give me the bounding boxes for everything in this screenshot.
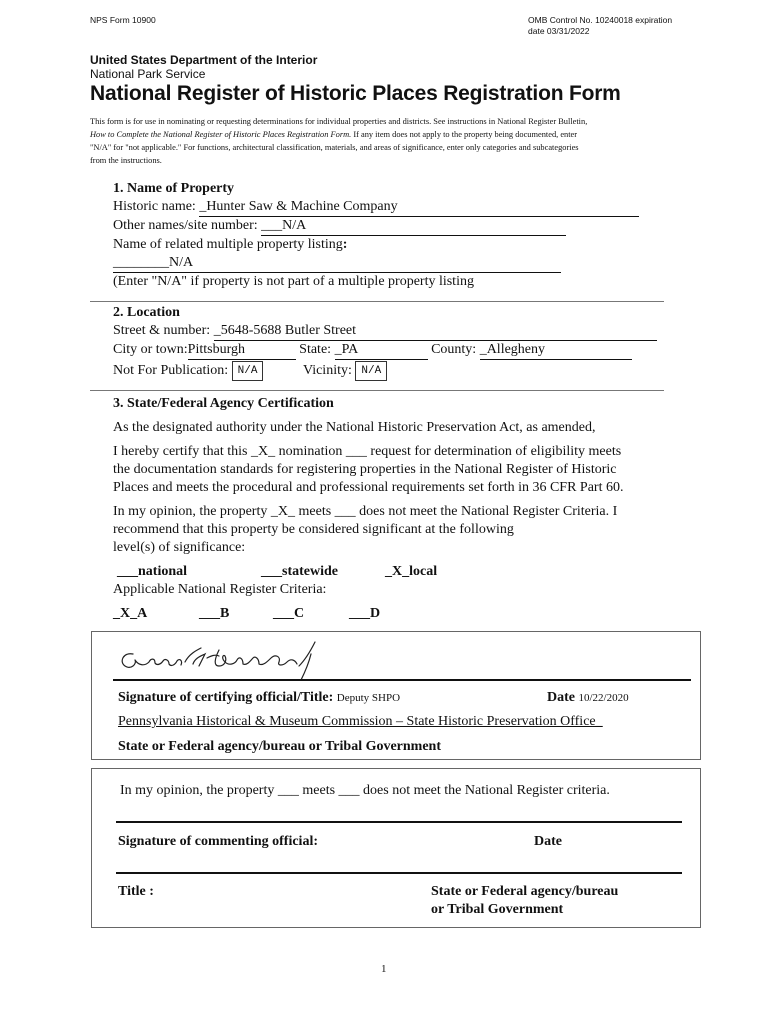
comment-signature-line[interactable]: [116, 821, 682, 823]
related-listing-row: [113, 236, 639, 254]
intro-line-3: "N/A" for "not applicable." For functions, architectural classification, materials, and areas of significance, enter only categories and subcategories: [90, 143, 579, 152]
criteria-a-option[interactable]: _X_A: [113, 606, 148, 621]
section-1-heading: 1. Name of Property: [113, 181, 235, 196]
not-for-publication-field[interactable]: N/A: [232, 361, 264, 381]
vicinity-field[interactable]: N/A: [355, 361, 387, 381]
comment-opinion-b: meets: [302, 783, 336, 798]
certification-line-1: [113, 443, 624, 461]
service-name: National Park Service: [90, 67, 206, 81]
section-2-heading: 2. Location: [113, 305, 180, 320]
section-2-location: [113, 304, 657, 381]
vicinity-label: Vicinity:: [302, 363, 352, 379]
omb-line-2: date 03/31/2022: [528, 26, 590, 36]
level-local-option[interactable]: _X_local: [385, 564, 438, 579]
intro-paragraph: [90, 115, 690, 167]
comment-meets-checkbox[interactable]: ___: [277, 783, 299, 798]
sig-official-title[interactable]: Deputy SHPO: [336, 692, 401, 704]
comment-agency-line-1: State or Federal agency/bureau: [431, 884, 619, 899]
related-listing-note: (Enter "N/A" if property is not part of a multiple property listing: [113, 274, 474, 289]
meets-checkbox[interactable]: _X_: [270, 504, 295, 519]
page-title: National Register of Historic Places Registration Form: [90, 82, 621, 105]
county-label: County:: [431, 342, 477, 357]
county-field[interactable]: _Allegheny: [480, 341, 632, 360]
omb-control: [528, 15, 672, 37]
comment-title-label: Title :: [118, 884, 154, 899]
intro-line-2-rest: If any item does not apply to the property being documented, enter: [351, 130, 578, 139]
other-names-label: Other names/site number:: [113, 218, 258, 233]
certification-line-2: the documentation standards for registering properties in the National Register of Historic: [113, 462, 617, 477]
certify-text-c: request for determination of eligibility meets: [370, 444, 622, 459]
related-listing-colon: :: [342, 237, 348, 252]
level-national-option[interactable]: ___national: [117, 564, 188, 579]
city-field[interactable]: Pittsburgh: [188, 341, 296, 360]
comment-agency-label: [431, 883, 618, 919]
street-label: Street & number:: [113, 323, 211, 338]
historic-name-label: Historic name:: [113, 199, 196, 214]
comment-sig-label: Signature of commenting official:: [118, 834, 318, 849]
cert-date-value[interactable]: 10/22/2020: [578, 692, 629, 704]
certify-text-b: nomination: [278, 444, 343, 459]
criteria-c-option[interactable]: ___C: [273, 606, 305, 621]
intro-line-1: This form is for use in nominating or requesting determinations for individual properties and districts. See instructions in National Register Bulletin,: [90, 117, 588, 126]
comment-not-meet-checkbox[interactable]: ___: [338, 783, 360, 798]
opinion-line-1: [113, 503, 617, 521]
related-listing-value-row: [113, 254, 639, 273]
opinion-line-3: level(s) of significance:: [113, 540, 246, 555]
section-3-heading: 3. State/Federal Agency Certification: [113, 396, 334, 411]
city-state-county-row: [113, 341, 657, 360]
not-for-publication-label: Not For Publication:: [113, 363, 229, 379]
signature-caption: [118, 689, 400, 707]
city-label: City or town:: [113, 342, 188, 357]
comment-opinion-a: In my opinion, the property: [120, 783, 275, 798]
street-row: [113, 322, 657, 341]
state-label: State:: [299, 342, 332, 357]
opinion-text-a: In my opinion, the property: [113, 504, 268, 519]
opinion-paragraph: [113, 503, 617, 557]
cert-agency-label: State or Federal agency/bureau or Tribal Government: [118, 739, 442, 754]
intro-line-4: from the instructions.: [90, 156, 162, 165]
form-number: NPS Form 10900: [90, 15, 156, 25]
street-field[interactable]: _5648-5688 Butler Street: [214, 322, 657, 341]
opinion-text-b: meets: [298, 504, 332, 519]
intro-bulletin-title: How to Complete the National Register of Historic Places Registration Form.: [90, 130, 352, 139]
related-listing-field[interactable]: ________N/A: [113, 254, 561, 273]
certification-line-3: Places and meets the procedural and professional requirements set forth in 36 CFR Part 60.: [113, 480, 624, 495]
cert-date-label: Date: [547, 690, 575, 705]
other-names-row: [113, 217, 639, 236]
comment-opinion-c: does not meet the National Register criteria.: [363, 783, 610, 798]
certifying-office[interactable]: Pennsylvania Historical & Museum Commission – State Historic Preservation Office_: [118, 714, 603, 729]
cert-date: [547, 689, 629, 707]
certification-paragraph: [113, 443, 624, 497]
state-field[interactable]: _PA: [335, 341, 428, 360]
related-listing-label: Name of related multiple property listing: [113, 237, 343, 252]
signature-image: [115, 636, 325, 682]
omb-line-1: OMB Control No. 10240018 expiration: [528, 15, 673, 25]
criteria-label: Applicable National Register Criteria:: [113, 582, 327, 597]
certify-text-a: I hereby certify that this: [113, 444, 248, 459]
opinion-text-c: does not meet the National Register Criteria. I: [359, 504, 618, 519]
publication-row: [113, 361, 657, 381]
sig-official-label: Signature of certifying official/Title:: [118, 690, 334, 705]
department-name: United States Department of the Interior: [90, 53, 318, 67]
does-not-meet-checkbox[interactable]: ___: [334, 504, 356, 519]
section-divider: [90, 390, 664, 391]
criteria-b-option[interactable]: ___B: [199, 606, 230, 621]
comment-agency-line-2: or Tribal Government: [431, 902, 564, 917]
nomination-checkbox[interactable]: _X_: [251, 444, 276, 459]
historic-name-row: [113, 198, 639, 217]
criteria-d-option[interactable]: ___D: [349, 606, 381, 621]
comment-opinion-line: [120, 782, 610, 800]
signature-line: [113, 679, 691, 681]
historic-name-field[interactable]: _Hunter Saw & Machine Company: [199, 198, 639, 217]
comment-date-label: Date: [534, 834, 562, 849]
section-1-name-of-property: [113, 180, 639, 291]
intro-line-2: [90, 128, 690, 141]
determination-checkbox[interactable]: ___: [345, 444, 367, 459]
other-names-field[interactable]: ___N/A: [261, 217, 566, 236]
authority-statement: As the designated authority under the National Historic Preservation Act, as amended,: [113, 420, 596, 435]
opinion-line-2: recommend that this property be considered significant at the following: [113, 522, 514, 537]
page-number: 1: [381, 963, 387, 975]
level-statewide-option[interactable]: ___statewide: [261, 564, 338, 579]
section-divider: [90, 301, 664, 302]
comment-title-line[interactable]: [116, 872, 682, 874]
